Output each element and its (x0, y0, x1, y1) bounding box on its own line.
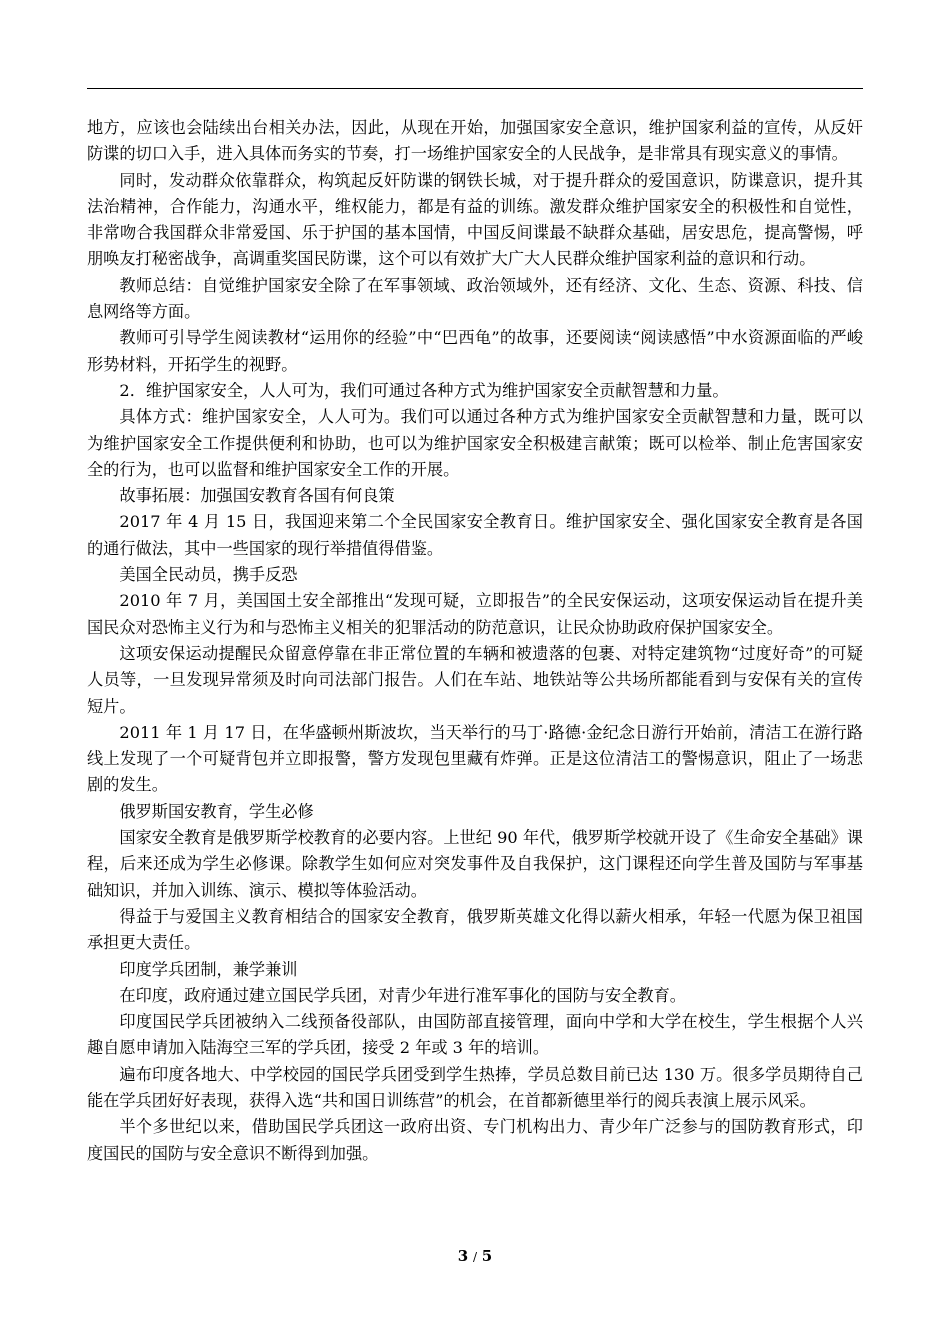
paragraph: 国家安全教育是俄罗斯学校教育的必要内容。上世纪 90 年代，俄罗斯学校就开设了《生命安全基础》课程，后来还成为学生必修课。除教学生如何应对突发事件及自我保护，这门课程还向学生普及国防与军事基础知识，并加入训练、演示、模拟等体验活动。 (87, 828, 863, 900)
paragraph: 印度国民学兵团被纳入二线预备役部队，由国防部直接管理，面向中学和大学在校生，学生根据个人兴趣自愿申请加入陆海空三军的学兵团，接受 2 年或 3 年的培训。 (87, 1012, 863, 1058)
paragraph: 半个多世纪以来，借助国民学兵团这一政府出资、专门机构出力、青少年广泛参与的国防教育形式，印度国民的国防与安全意识不断得到加强。 (87, 1117, 863, 1163)
paragraph: 得益于与爱国主义教育相结合的国家安全教育，俄罗斯英雄文化得以薪火相承，年轻一代愿为保卫祖国承担更大责任。 (87, 906, 863, 953)
paragraph: 这项安保运动提醒民众留意停靠在非正常位置的车辆和被遗落的包裹、对特定建筑物“过度好奇”的可疑人员等，一旦发现异常须及时向司法部门报告。人们在车站、地铁站等公共场所都能看到与安保有关的宣传短片。 (87, 643, 863, 716)
section-heading: 印度学兵团制，兼学兼训 (119, 959, 298, 979)
paragraph: 2010 年 7 月，美国国土安全部推出“发现可疑，立即报告”的全民安保运动，这项安保运动旨在提升美国民众对恐怖主义行为和与恐怖主义相关的犯罪活动的防范意识，让民众协助政府保护国家安全。 (87, 591, 863, 637)
paragraph: 教师总结：自觉维护国家安全除了在军事领域、政治领域外，还有经济、文化、生态、资源、科技、信息网络等方面。 (87, 275, 863, 322)
paragraph: 遍布印度各地大、中学校园的国民学兵团受到学生热捧，学员总数目前已达 130 万。很多学员期待自己能在学兵团好好表现，获得入选“共和国日训练营”的机会，在首都新德里举行的阅兵表演上展示风采。 (87, 1064, 863, 1110)
page-separator: / (472, 1250, 478, 1264)
current-page: 3 (457, 1247, 469, 1265)
paragraph: 具体方式：维护国家安全，人人可为。我们可以通过各种方式为维护国家安全贡献智慧和力量，既可以为维护国家安全工作提供便利和协助，也可以为维护国家安全积极建言献策；既可以检举、制止危害国家安全的行为，也可以监督和维护国家安全工作的开展。 (87, 407, 863, 479)
section-heading: 故事拓展：加强国安教育各国有何良策 (119, 486, 395, 506)
paragraph: 同时，发动群众依靠群众，构筑起反奸防谍的钢铁长城，对于提升群众的爱国意识，防谍意识，提升其法治精神，合作能力，沟通水平，维权能力，都是有益的训练。激发群众维护国家安全的积极性和自觉性，非常吻合我国群众非常爱国、乐于护国的基本国情，中国反间谍最不缺群众基础，居安思危，提高警惕，呼朋唤友打秘密战争，高调重奖国民防谍，这个可以有效扩大广大人民群众维护国家利益的意识和行动。 (87, 170, 863, 269)
paragraph: 教师可引导学生阅读教材“运用你的经验”中“巴西龟”的故事，还要阅读“阅读感悟”中水资源面临的严峻形势材料，开拓学生的视野。 (87, 328, 863, 374)
page-number (0, 1246, 950, 1267)
paragraph: 2011 年 1 月 17 日，在华盛顿州斯波坎，当天举行的马丁·路德·金纪念日游行开始前，清洁工在游行路线上发现了一个可疑背包并立即报警，警方发现包里藏有炸弹。正是这位清洁工的警惕意识，阻止了一场悲剧的发生。 (87, 722, 863, 795)
section-heading: 美国全民动员，携手反恐 (119, 565, 298, 585)
paragraph: 2017 年 4 月 15 日，我国迎来第二个全民国家安全教育日。维护国家安全、强化国家安全教育是各国的通行做法，其中一些国家的现行举措值得借鉴。 (87, 512, 863, 558)
header-rule (87, 88, 863, 89)
section-heading: 俄罗斯国安教育，学生必修 (119, 801, 314, 821)
paragraph: 地方，应该也会陆续出台相关办法，因此，从现在开始，加强国家安全意识，维护国家利益的宣传，从反奸防谍的切口入手，进入具体而务实的节奏，打一场维护国家安全的人民战争，是非常具有现实意义的事情。 (87, 118, 863, 164)
total-pages: 5 (481, 1247, 493, 1265)
paragraph: 2．维护国家安全，人人可为，我们可通过各种方式为维护国家安全贡献智慧和力量。 (119, 380, 729, 400)
paragraph: 在印度，政府通过建立国民学兵团，对青少年进行准军事化的国防与安全教育。 (119, 985, 686, 1005)
document-body (87, 115, 863, 1167)
